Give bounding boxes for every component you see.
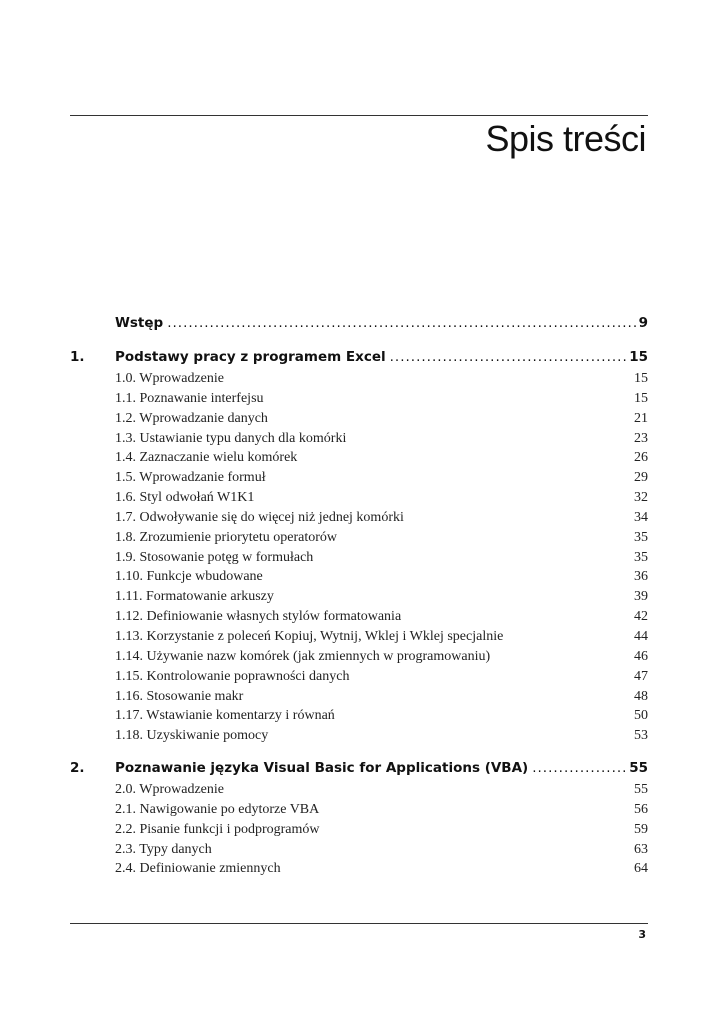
toc-section[interactable] <box>70 431 648 451</box>
chapter-page: 15 <box>629 349 648 365</box>
section-title: 1.0. Wprowadzenie <box>115 371 224 386</box>
section-title: 1.12. Definiowanie własnych stylów formatowania <box>115 609 402 625</box>
section-page: 34 <box>634 509 648 525</box>
page-number: 3 <box>638 928 646 941</box>
chapter-page: 55 <box>629 760 648 777</box>
section-page: 44 <box>634 628 648 644</box>
section-title: 2.1. Nawigowanie po edytorze VBA <box>115 801 320 817</box>
table-of-contents <box>70 315 648 881</box>
section-page: 23 <box>634 430 648 446</box>
toc-section[interactable] <box>70 490 648 510</box>
section-title: 2.0. Wprowadzenie <box>115 782 224 798</box>
toc-section[interactable] <box>70 861 648 881</box>
section-title: 1.2. Wprowadzanie danych <box>115 410 268 426</box>
section-title: 1.5. Wprowadzanie formuł <box>115 470 266 486</box>
section-title: 1.1. Poznawanie interfejsu <box>115 390 264 406</box>
toc-section[interactable] <box>70 842 648 862</box>
bottom-rule <box>70 923 648 924</box>
section-page: 29 <box>634 470 648 486</box>
section-page: 50 <box>634 708 648 724</box>
section-page: 46 <box>634 648 648 664</box>
toc-section[interactable] <box>70 589 648 609</box>
toc-section[interactable] <box>70 569 648 589</box>
section-title: 2.4. Definiowanie zmiennych <box>115 861 281 877</box>
chapter-gap <box>70 748 648 760</box>
top-rule <box>70 115 648 116</box>
section-page: 15 <box>634 390 648 406</box>
toc-chapter[interactable] <box>70 315 648 337</box>
toc-section[interactable] <box>70 391 648 411</box>
toc-section[interactable] <box>70 689 648 709</box>
toc-section[interactable] <box>70 782 648 802</box>
section-page: 55 <box>634 782 648 798</box>
chapter-page: 9 <box>638 315 648 331</box>
section-title: 1.4. Zaznaczanie wielu komórek <box>115 450 298 466</box>
section-page: 42 <box>634 609 648 625</box>
toc-section[interactable] <box>70 629 648 649</box>
section-title: 1.7. Odwoływanie się do więcej niż jednej komórki <box>115 509 404 525</box>
section-title: 1.10. Funkcje wbudowane <box>115 569 263 585</box>
chapter-number: 1. <box>70 349 85 365</box>
section-title: 1.3. Ustawianie typu danych dla komórki <box>115 430 347 446</box>
section-page: 35 <box>634 549 648 565</box>
chapter-title: Poznawanie języka Visual Basic for Applications (VBA) <box>115 760 529 777</box>
toc-section[interactable] <box>70 708 648 728</box>
section-page: 63 <box>634 841 648 857</box>
section-title: 1.14. Używanie nazw komórek (jak zmiennych w programowaniu) <box>115 648 491 664</box>
dot-leader <box>167 315 636 331</box>
section-page: 39 <box>634 589 648 605</box>
section-page: 53 <box>634 728 648 744</box>
chapter-title: Podstawy pracy z programem Excel <box>115 349 386 365</box>
chapter-gap <box>70 337 648 349</box>
section-title: 1.15. Kontrolowanie poprawności danych <box>115 668 350 684</box>
toc-section[interactable] <box>70 728 648 748</box>
section-title: 2.2. Pisanie funkcji i podprogramów <box>115 821 320 837</box>
toc-chapter[interactable] <box>70 349 648 371</box>
section-title: 1.11. Formatowanie arkuszy <box>115 589 274 605</box>
toc-chapter[interactable] <box>70 760 648 782</box>
toc-section[interactable] <box>70 822 648 842</box>
section-title: 1.18. Uzyskiwanie pomocy <box>115 728 269 744</box>
section-page: 35 <box>634 529 648 545</box>
dot-leader <box>390 349 628 365</box>
section-page: 47 <box>634 668 648 684</box>
section-title: 1.6. Styl odwołań W1K1 <box>115 490 255 506</box>
toc-section[interactable] <box>70 530 648 550</box>
chapter-number: 2. <box>70 760 85 777</box>
section-title: 1.16. Stosowanie makr <box>115 688 244 704</box>
section-title: 2.3. Typy danych <box>115 841 212 857</box>
section-title: 1.13. Korzystanie z poleceń Kopiuj, Wytnij, Wklej i Wklej specjalnie <box>115 628 504 644</box>
section-page: 36 <box>634 569 648 585</box>
toc-section[interactable] <box>70 669 648 689</box>
toc-section[interactable] <box>70 411 648 431</box>
section-page: 56 <box>634 801 648 817</box>
chapter-title: Wstęp <box>115 315 164 331</box>
section-title: 1.8. Zrozumienie priorytetu operatorów <box>115 529 337 545</box>
section-title: 1.17. Wstawianie komentarzy i równań <box>115 708 335 724</box>
toc-section[interactable] <box>70 371 648 391</box>
section-page: 59 <box>634 821 648 837</box>
dot-leader <box>532 760 627 776</box>
toc-section[interactable] <box>70 550 648 570</box>
toc-section[interactable] <box>70 609 648 629</box>
section-page: 32 <box>634 490 648 506</box>
toc-section[interactable] <box>70 510 648 530</box>
section-title: 1.9. Stosowanie potęg w formułach <box>115 549 314 565</box>
section-page: 26 <box>634 450 648 466</box>
toc-section[interactable] <box>70 802 648 822</box>
toc-section[interactable] <box>70 470 648 490</box>
section-page: 21 <box>634 410 648 426</box>
page-title: Spis treści <box>485 118 646 159</box>
section-page: 64 <box>634 861 648 877</box>
toc-section[interactable] <box>70 649 648 669</box>
toc-section[interactable] <box>70 450 648 470</box>
section-page: 15 <box>634 371 648 386</box>
section-page: 48 <box>634 688 648 704</box>
